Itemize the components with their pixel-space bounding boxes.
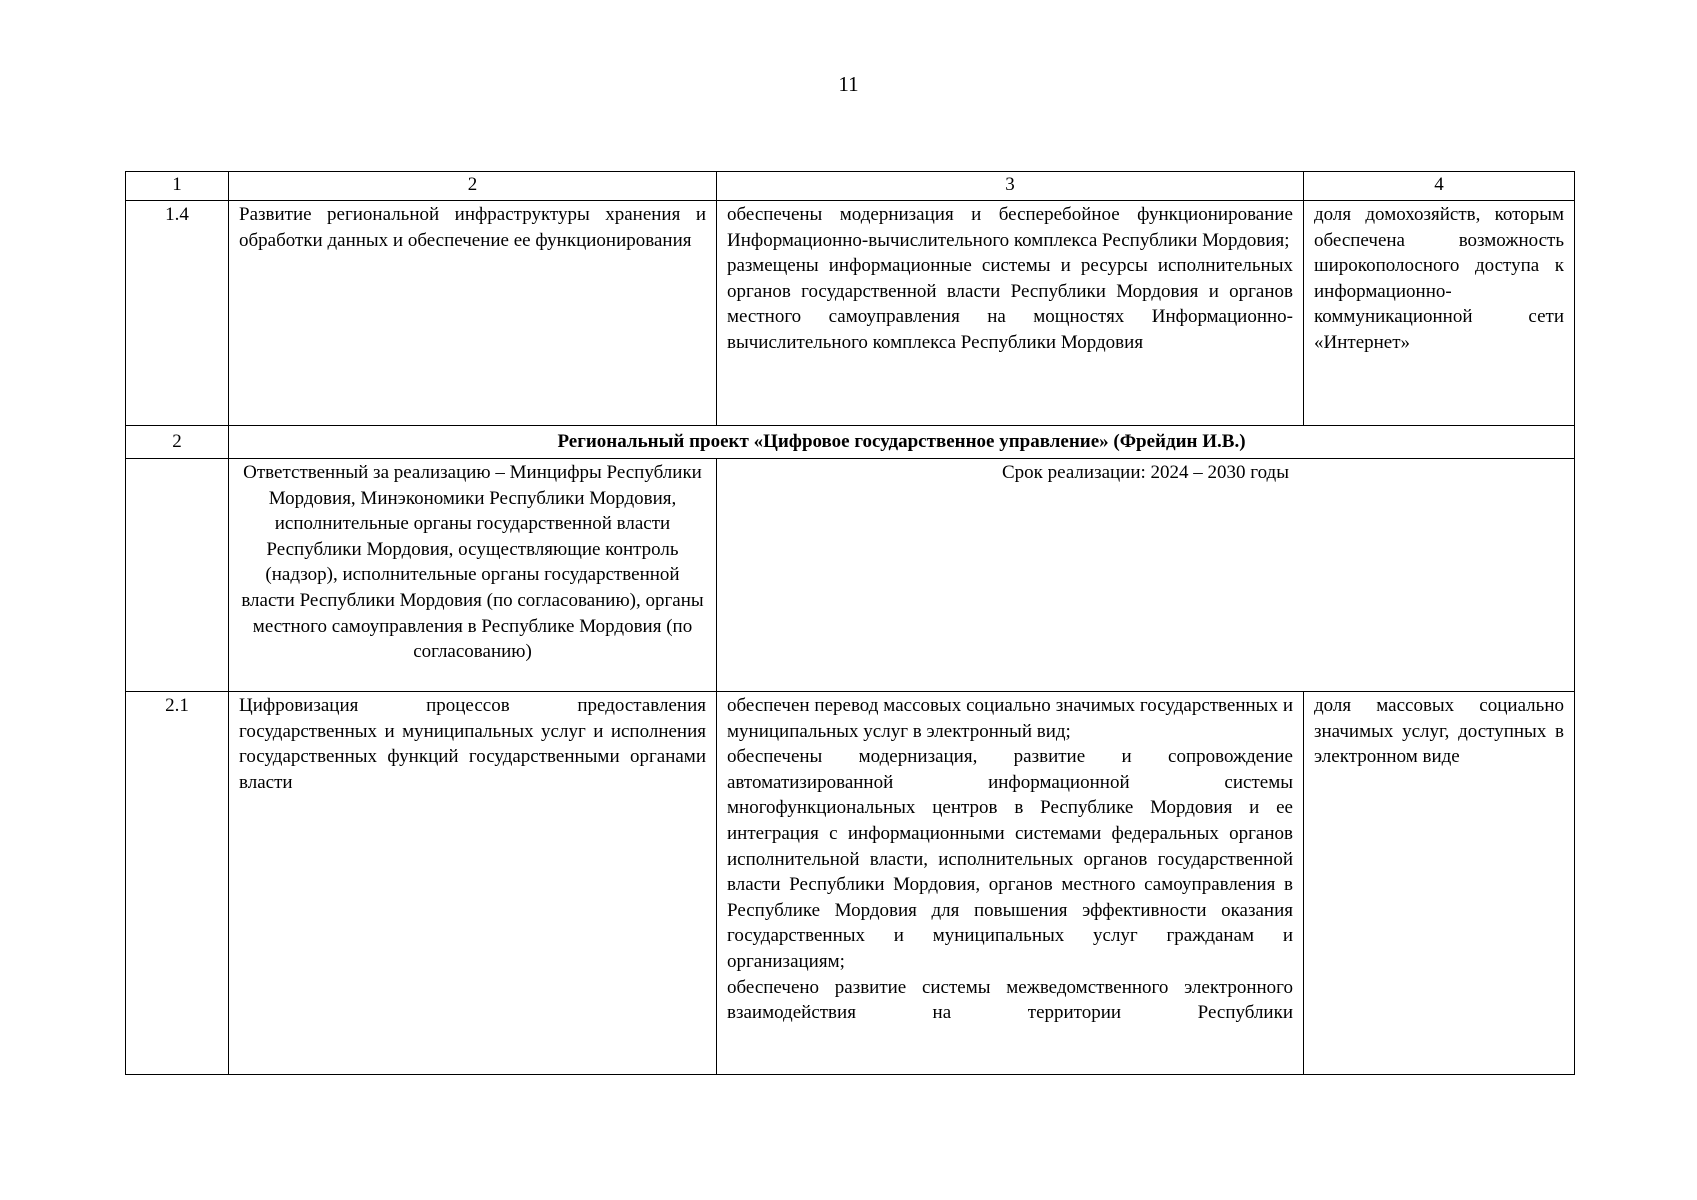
implementation-term: Срок реализации: 2024 – 2030 годы (717, 459, 1575, 692)
measure-name (229, 201, 717, 426)
header-cell-4: 4 (1304, 172, 1575, 201)
table-row-1-4 (126, 201, 1575, 426)
header-cell-1: 1 (126, 172, 229, 201)
row-number: 1.4 (126, 201, 229, 426)
row-number: 2.1 (126, 692, 229, 1075)
measure-results (717, 692, 1304, 1075)
header-cell-2: 2 (229, 172, 717, 201)
result-item: обеспечено развитие системы межведомственного электронного взаимодействия на территории Республики (727, 976, 1293, 1024)
page-number: 11 (838, 72, 859, 96)
measure-name-text: Цифровизация процессов предоставления государственных и муниципальных услуг и исполнения государственных функций государственными органами власти (239, 695, 706, 793)
indicator-text: доля домохозяйств, которым обеспечена возможность широкополосного доступа к информационно-коммуникационной сети «Интернет» (1314, 204, 1564, 353)
table-row-responsible (126, 459, 1575, 692)
header-cell-3: 3 (717, 172, 1304, 201)
measure-name-text: Развитие региональной инфраструктуры хранения и обработки данных и обеспечение ее функционирования (239, 204, 706, 251)
project-title: Региональный проект «Цифровое государственное управление» (Фрейдин И.В.) (229, 426, 1575, 459)
table-row-2 (126, 426, 1575, 459)
measure-indicator (1304, 692, 1575, 1075)
table-header-row (126, 172, 1575, 201)
empty-number-cell (126, 459, 229, 692)
indicator-text: доля массовых социально значимых услуг, доступных в электронном виде (1314, 695, 1564, 768)
result-item: размещены информационные системы и ресурсы исполнительных органов государственной власти Республики Мордовия и органов местного самоуправления на мощностях Информационно-вычислительного комплекса Республики Мордовия (727, 255, 1293, 353)
table-row-2-1 (126, 692, 1575, 1075)
measure-name (229, 692, 717, 1075)
measure-indicator (1304, 201, 1575, 426)
result-item: обеспечены модернизация и бесперебойное функционирование Информационно-вычислительного комплекса Республики Мордовия; (727, 204, 1293, 251)
row-number: 2 (126, 426, 229, 459)
program-table (125, 171, 1575, 1075)
result-item: обеспечен перевод массовых социально значимых государственных и муниципальных услуг в электронный вид; (727, 695, 1293, 742)
responsible-executors: Ответственный за реализацию – Минцифры Республики Мордовия, Минэкономики Республики Мордовия, исполнительные органы государственной власти Республики Мордовия, осуществляющие контроль (надзор), исполнительные органы государственной власти Республики Мордовия (по согласованию), органы местного самоуправления в Республике Мордовия (по согласованию) (229, 459, 717, 692)
measure-results (717, 201, 1304, 426)
result-item: обеспечены модернизация, развитие и сопровождение автоматизированной информационной системы многофункциональных центров в Республике Мордовия и ее интеграция с информационными системами федеральных органов исполнительной власти, исполнительных органов государственной власти Республики Мордовия, органов местного самоуправления в Республике Мордовия для повышения эффективности оказания государственных и муниципальных услуг гражданам и организациям; (727, 746, 1293, 972)
